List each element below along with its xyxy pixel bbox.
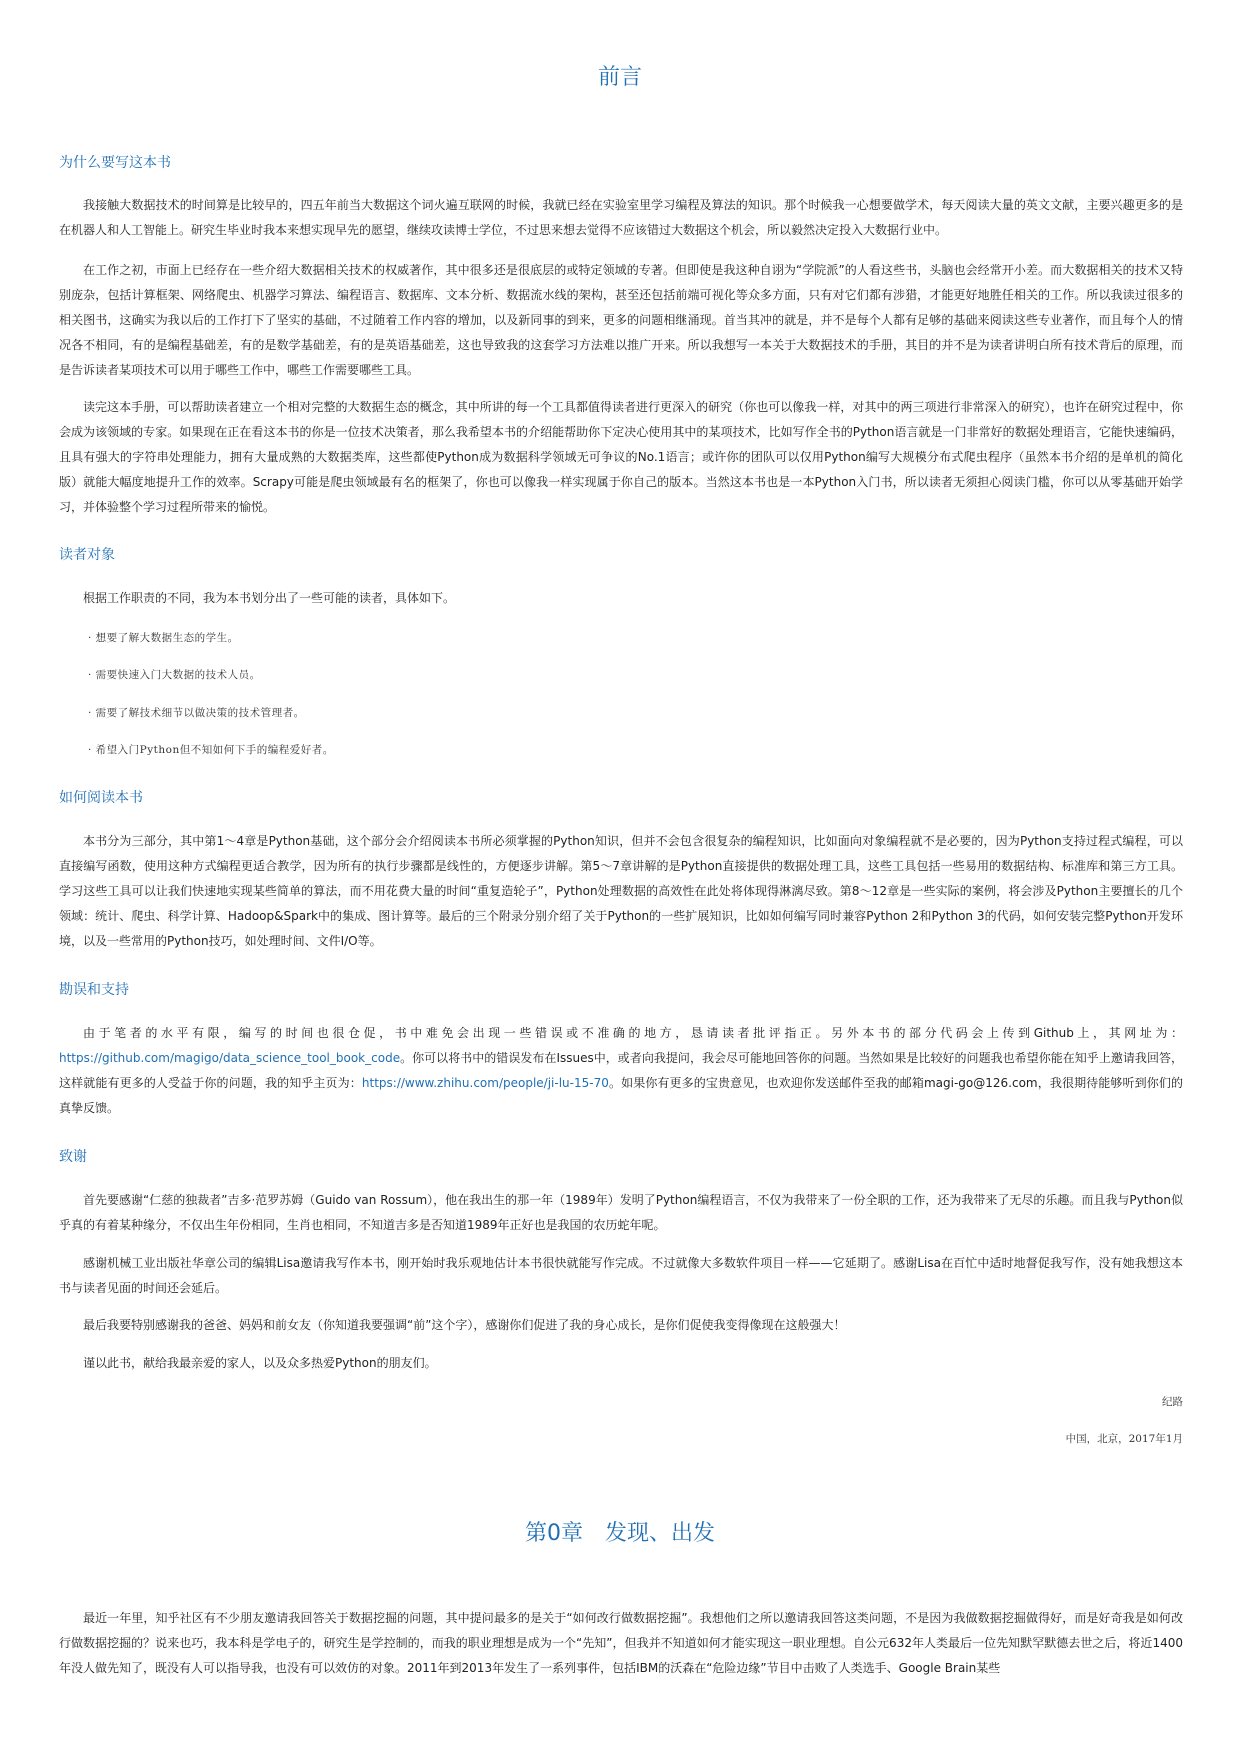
readers-intro: 根据工作职责的不同，我为本书划分出了一些可能的读者，具体如下。 — [83, 591, 456, 605]
reader-list-item: · 希望入门Python但不知如何下手的编程爱好者。 — [88, 744, 334, 756]
section-heading-why: 为什么要写这本书 — [59, 155, 171, 171]
signature-name: 纪路 — [1162, 1396, 1183, 1408]
preface-title: 前言 — [597, 65, 642, 90]
thanks-paragraph-4: 谨以此书，献给我最亲爱的家人，以及众多热爱Python的朋友们。 — [83, 1356, 437, 1370]
thanks-paragraph-3: 最后我要特别感谢我的爸爸、妈妈和前女友（你知道我要强调“前”这个字），感谢你们促进了我的身心成长，是你们促使我变得像现在这般强大！ — [83, 1318, 846, 1332]
thanks-paragraph-1: 首先要感谢“仁慈的独裁者”吉多·范罗苏姆（Guido van Rossum），他在我出生的那一年（1989年）发明了Python编程语言，不仅为我带来了一份全职的工作，还为我带来了无尽的乐趣。而且我与Python似乎真的有着某种缘分，不仅出生年份相同，生肖也相同，不知道吉多是否知道1989年正好也是我国的农历蛇年呢。 — [59, 1193, 1183, 1232]
chapter-title: 第0章 发现、出发 — [525, 1521, 715, 1546]
errata-text-1: 由于笔者的水平有限，编写的时间也很仓促，书中难免会出现一些错误或不准确的地方，恳请读者批评指正。另外本书的部分代码会上传到Github上，其网址为： — [83, 1026, 1183, 1040]
errata-text-3: 。如果你有更多的宝贵意见，也欢迎你发送邮件至我的邮箱magi-go@126.com，我很期待能够听到你们的真挚反馈。 — [59, 1076, 1183, 1115]
why-paragraph-3: 读完这本手册，可以帮助读者建立一个相对完整的大数据生态的概念，其中所讲的每一个工具都值得读者进行更深入的研究（你也可以像我一样，对其中的两三项进行非常深入的研究），也许在研究过程中，你会成为该领域的专家。如果现在正在看这本书的你是一位技术决策者，那么我希望本书的介绍能帮助你下定决心使用其中的某项技术，比如写作全书的Python语言就是一门非常好的数据处理语言，它能快速编码，且具有强大的字符串处理能力，拥有大量成熟的大数据类库，这些都使Python成为数据科学领域无可争议的No.1语言；或许你的团队可以仅用Python编写大规模分布式爬虫程序（虽然本书介绍的是单机的简化版）就能大幅度地提升工作的效率。Scrapy可能是爬虫领域最有名的框架了，你也可以像我一样实现属于你自己的版本。当然这本书也是一本Python入门书，所以读者无须担心阅读门槛，你可以从零基础开始学习，并体验整个学习过程所带来的愉悦。 — [59, 400, 1183, 514]
signature-place: 中国，北京，2017年1月 — [1065, 1433, 1183, 1445]
why-paragraph-2: 在工作之初，市面上已经存在一些介绍大数据相关技术的权威著作，其中很多还是很底层的或特定领域的专著。但即使是我这种自诩为“学院派”的人看这些书，头脑也会经常开小差。而大数据相关的技术又特别庞杂，包括计算框架、网络爬虫、机器学习算法、编程语言、数据库、文本分析、数据流水线的架构，甚至还包括前端可视化等众多方面，只有对它们都有涉猎，才能更好地胜任相关的工作。所以我读过很多的相关图书，这确实为我以后的工作打下了坚实的基础，不过随着工作内容的增加，以及新同事的到来，更多的问题相继涌现。首当其冲的就是，并不是每个人都有足够的基础来阅读这些专业著作，而且每个人的情况各不相同，有的是编程基础差，有的是数学基础差，有的是英语基础差，这也导致我的这套学习方法难以推广开来。所以我想写一本关于大数据技术的手册，其目的并不是为读者讲明白所有技术背后的原理，而是告诉读者某项技术可以用于哪些工作中，哪些工作需要哪些工具。 — [59, 263, 1183, 377]
github-link[interactable]: https://github.com/magigo/data_science_tool_book_code — [59, 1051, 401, 1065]
section-heading-readers: 读者对象 — [59, 547, 115, 563]
errata-text-2: 。你可以将书中的错误发布在Issues中，或者向我提问，我会尽可能地回答你的问题。当然如果是比较好的问题我也希望你能在知乎上邀请我回答，这样就能有更多的人受益于你的问题，我的知乎主页为： — [59, 1051, 1183, 1090]
section-heading-errata: 勘误和支持 — [59, 982, 129, 998]
section-heading-how: 如何阅读本书 — [59, 790, 143, 806]
zhihu-link[interactable]: https://www.zhihu.com/people/ji-lu-15-70 — [361, 1076, 609, 1090]
chapter-intro-paragraph: 最近一年里，知乎社区有不少朋友邀请我回答关于数据挖掘的问题，其中提问最多的是关于“如何改行做数据挖掘”。我想他们之所以邀请我回答这类问题，不是因为我做数据挖掘做得好，而是好奇我是如何改行做数据挖掘的？说来也巧，我本科是学电子的，研究生是学控制的，而我的职业理想是成为一个“先知”，但我并不知道如何才能实现这一职业理想。自公元632年人类最后一位先知默罕默德去世之后，将近1400年没人做先知了，既没有人可以指导我，也没有可以效仿的对象。2011年到2013年发生了一系列事件，包括IBM的沃森在“危险边缘”节目中击败了人类选手、Google Brain某些 — [59, 1611, 1183, 1675]
reader-list-item: · 需要了解技术细节以做决策的技术管理者。 — [88, 707, 305, 719]
reader-list-item: · 想要了解大数据生态的学生。 — [88, 632, 239, 644]
thanks-paragraph-2: 感谢机械工业出版社华章公司的编辑Lisa邀请我写作本书，刚开始时我乐观地估计本书很快就能写作完成。不过就像大多数软件项目一样——它延期了。感谢Lisa在百忙中适时地督促我写作，没有她我想这本书与读者见面的时间还会延后。 — [59, 1256, 1183, 1295]
how-paragraph: 本书分为三部分，其中第1～4章是Python基础，这个部分会介绍阅读本书所必须掌握的Python知识，但并不会包含很复杂的编程知识，比如面向对象编程就不是必要的，因为Python支持过程式编程，可以直接编写函数，使用这种方式编程更适合教学，因为所有的执行步骤都是线性的，方便逐步讲解。第5～7章讲解的是Python直接提供的数据处理工具，这些工具包括一些易用的数据结构、标准库和第三方工具。学习这些工具可以让我们快速地实现某些简单的算法，而不用花费大量的时间“重复造轮子”，Python处理数据的高效性在此处将体现得淋漓尽致。第8～12章是一些实际的案例，将会涉及Python主要擅长的几个领域：统计、爬虫、科学计算、Hadoop&Spark中的集成、图计算等。最后的三个附录分别介绍了关于Python的一些扩展知识，比如如何编写同时兼容Python 2和Python 3的代码，如何安装完整Python开发环境，以及一些常用的Python技巧，如处理时间、文件I/O等。 — [59, 834, 1183, 948]
reader-list-item: · 需要快速入门大数据的技术人员。 — [88, 669, 261, 681]
section-heading-thanks: 致谢 — [59, 1149, 87, 1165]
why-paragraph-1: 我接触大数据技术的时间算是比较早的，四五年前当大数据这个词火遍互联网的时候，我就已经在实验室里学习编程及算法的知识。那个时候我一心想要做学术，每天阅读大量的英文文献，主要兴趣更多的是在机器人和人工智能上。研究生毕业时我本来想实现早先的愿望，继续攻读博士学位，不过思来想去觉得不应该错过大数据这个机会，所以毅然决定投入大数据行业中。 — [59, 198, 1183, 237]
errata-paragraph — [59, 1021, 1183, 1121]
